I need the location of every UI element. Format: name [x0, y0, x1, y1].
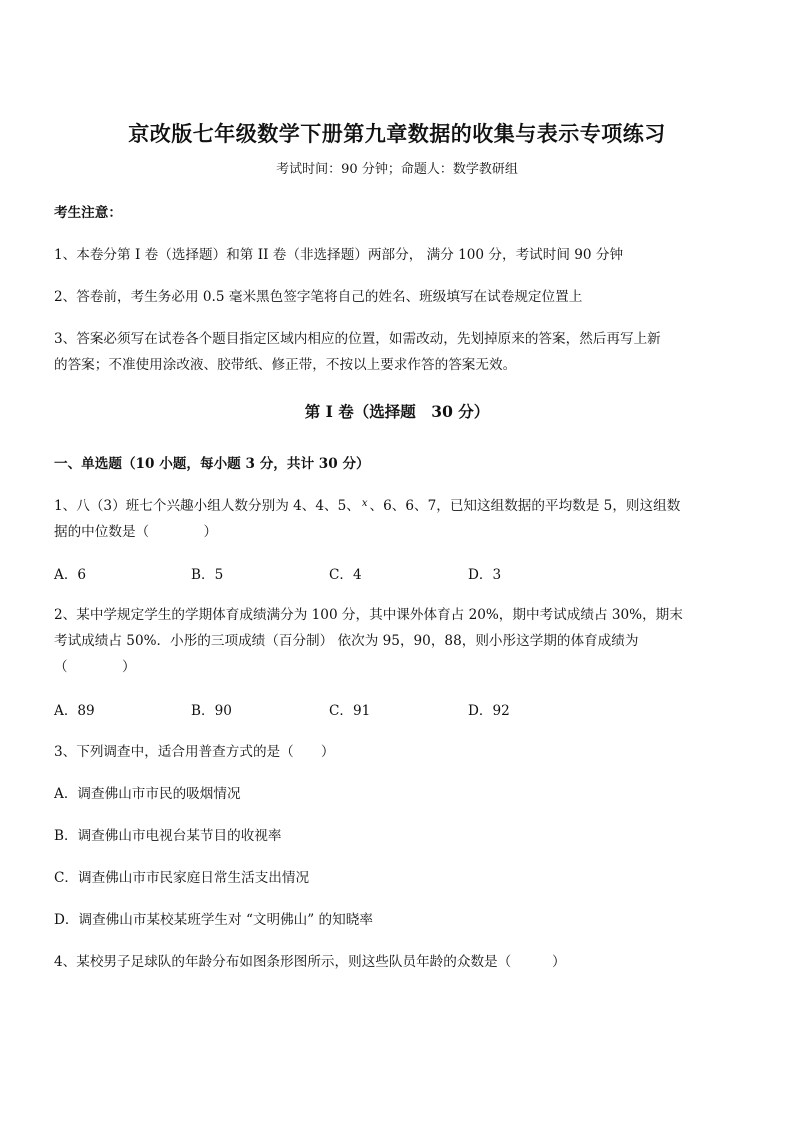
question-1-stem — [54, 494, 680, 514]
question-3-stem: 3、下列调查中，适合用普查方式的是（ ） — [54, 744, 335, 760]
question-4-stem: 4、某校男子足球队的年龄分布如图条形图所示，则这些队员年龄的众数是（ ） — [54, 954, 566, 970]
question-3-option-d[interactable]: D．调查佛山市某校某班学生对 “文明佛山” 的知晓率 — [54, 912, 373, 928]
question-3-option-a[interactable]: A．调查佛山市市民的吸烟情况 — [54, 786, 241, 802]
notice-item-3: 3、答案必须写在试卷各个题目指定区域内相应的位置，如需改动，先划掉原来的答案，然后再写上新 — [54, 331, 661, 347]
question-1-text-a: 1、八（3）班七个兴趣小组人数分别为 4、4、5、 — [54, 498, 360, 514]
part-heading: 一、单选题（10 小题，每小题 3 分，共计 30 分） — [54, 456, 370, 472]
question-2-option-c[interactable]: C．91 — [329, 703, 371, 719]
question-1-option-a[interactable]: A．6 — [54, 567, 87, 583]
exam-info: 考试时间：90 分钟；命题人：数学教研组 — [276, 162, 518, 177]
question-3-option-b[interactable]: B．调查佛山市电视台某节目的收视率 — [54, 828, 282, 844]
section-title: 第 I 卷（选择题 30 分） — [304, 402, 490, 421]
notice-item-3-cont: 的答案；不准使用涂改液、胶带纸、修正带，不按以上要求作答的答案无效。 — [54, 357, 517, 373]
question-2-stem: 2、某中学规定学生的学期体育成绩满分为 100 分，其中课外体育占 20%，期中考试成绩占 30%，期末 — [54, 607, 683, 623]
notice-heading: 考生注意： — [54, 205, 122, 221]
notice-item-2: 2、答卷前，考生务必用 0.5 毫米黑色签字笔将自己的姓名、班级填写在试卷规定位置上 — [54, 289, 583, 305]
question-1-option-c[interactable]: C．4 — [329, 567, 362, 583]
question-1-option-d[interactable]: D．3 — [468, 567, 502, 583]
question-3-option-c[interactable]: C．调查佛山市市民家庭日常生活支出情况 — [54, 870, 310, 886]
page-title: 京改版七年级数学下册第九章数据的收集与表示专项练习 — [128, 121, 666, 146]
question-2-answer-blank: （ ） — [54, 659, 136, 675]
question-1-text-b: 、6、6、7，已知这组数据的平均数是 5，则这组数 — [369, 498, 681, 514]
question-2-stem-cont: 考试成绩占 50%．小彤的三项成绩（百分制） 依次为 95，90，88，则小彤这学期的体育成绩为 — [54, 633, 639, 649]
question-2-option-a[interactable]: A．89 — [54, 703, 95, 719]
notice-item-1: 1、本卷分第 I 卷（选择题）和第 II 卷（非选择题）两部分， 满分 100 分，考试时间 90 分钟 — [54, 247, 624, 263]
question-1-option-b[interactable]: B．5 — [191, 567, 224, 583]
variable-x: x — [361, 498, 368, 509]
question-1-stem-cont: 据的中位数是（ ） — [54, 524, 218, 540]
question-2-option-d[interactable]: D．92 — [468, 703, 510, 719]
question-2-option-b[interactable]: B．90 — [191, 703, 232, 719]
